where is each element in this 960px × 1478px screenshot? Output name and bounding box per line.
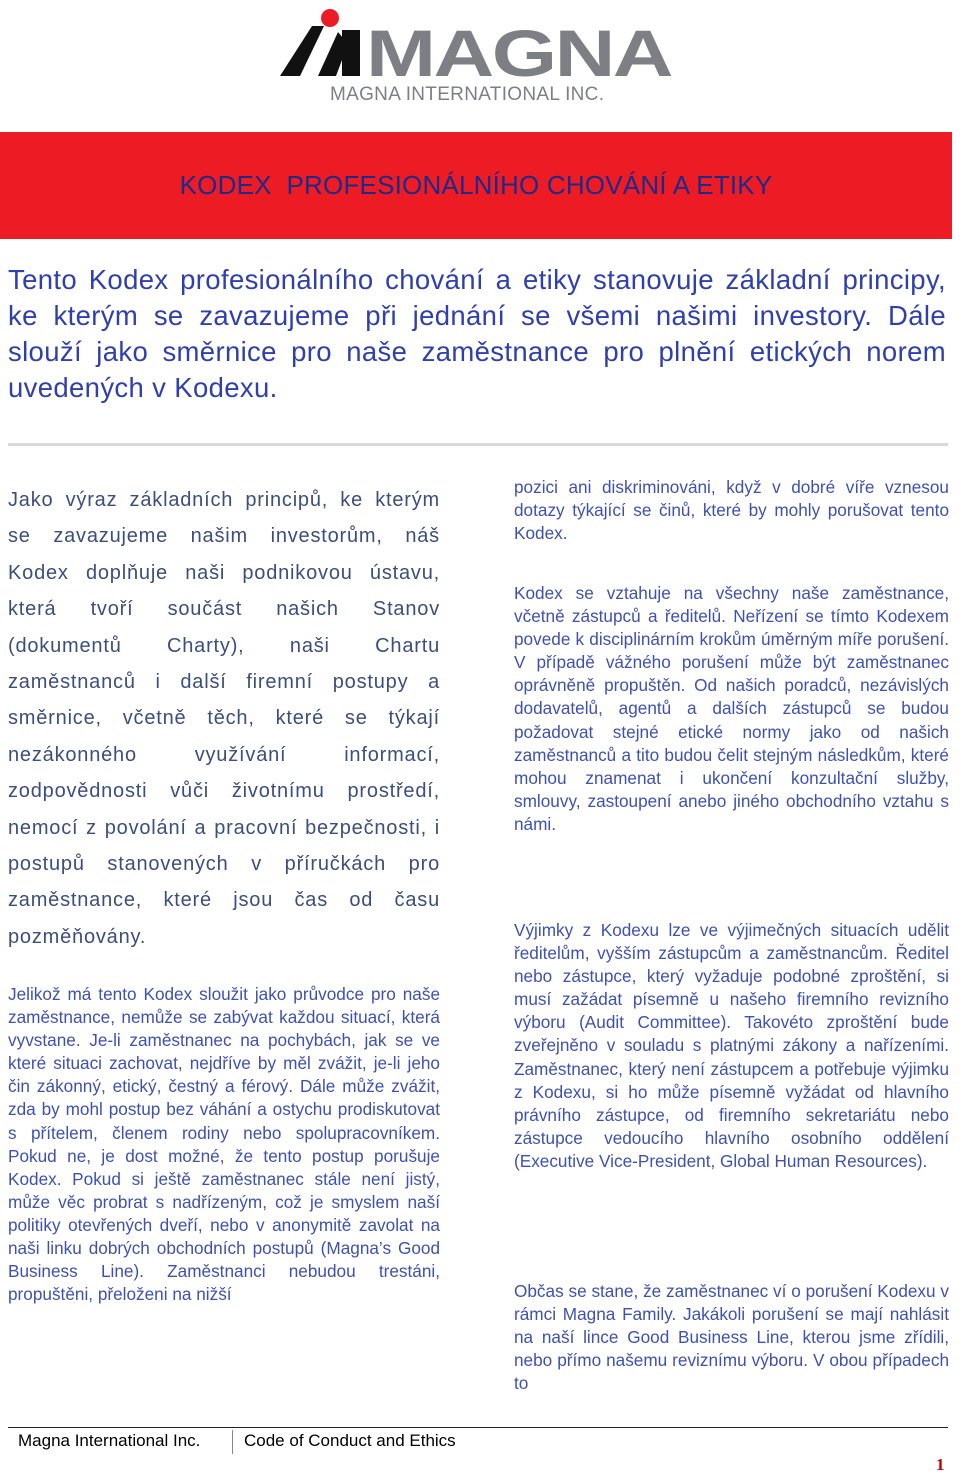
footer-document-name: Code of Conduct and Ethics bbox=[244, 1431, 456, 1450]
page-number: 1 bbox=[936, 1455, 945, 1474]
right-paragraph-3: Občas se stane, že zaměstnanec ví o porušení Kodexu v rámci Magna Family. Jakákoli porušení se mají nahlásit na naší lince Good Business Line, kterou jsme zřídili, nebo přímo našemu reviznímu výboru. V obou případech to bbox=[514, 1281, 949, 1394]
right-paragraph-0: pozici ani diskriminováni, když v dobré víře vznesou dotazy týkající se činů, které by mohly porušovat tento Kodex. bbox=[514, 477, 949, 544]
right-paragraph-2: Výjimky z Kodexu lze ve výjimečných situacích udělit ředitelům, vyšším zástupcům a zaměstnancům. Ředitel nebo zástupce, který vyžaduje podobné zproštění, si musí zažádat písemně u našeho firemního revizního výboru (Audit Committee). Takovéto zproštění bude zveřejněno v souladu s platnými zákony a nařízeními. Zaměstnanec, který není zástupcem a potřebuje výjimku z Kodexu, si ho může písemně vyžádat od hlavního právního zástupce, od firemního sekretariátu nebo zástupce vedoucího hlavního osobního oddělení (Executive Vice-President, Global Human Resources). bbox=[514, 920, 949, 1171]
section-divider bbox=[8, 443, 948, 446]
footer-separator bbox=[232, 1430, 233, 1454]
document-title: KODEX PROFESIONÁLNÍHO CHOVÁNÍ A ETIKY bbox=[179, 170, 773, 200]
footer-divider bbox=[8, 1427, 948, 1428]
left-paragraph-1: Jako výraz základních principů, ke kterým se zavazujeme našim investorům, náš Kodex doplňuje naši podnikovou ústavu, která tvoří součást našich Stanov (dokumentů Charty), naši Chartu zaměstnanců i další firemní postupy a směrnice, včetně těch, které se týkají nezákonného využívání informací, zodpovědnosti vůči životnímu prostředí, nemocí z povolání a pracovní bezpečnosti, i postupů stanovených v příručkách pro zaměstnance, které jsou čas od času pozměňovány. bbox=[8, 489, 440, 948]
logo-subtitle: MAGNA INTERNATIONAL INC. bbox=[330, 84, 605, 105]
footer-company: Magna International Inc. bbox=[18, 1431, 201, 1450]
right-paragraph-1: Kodex se vztahuje na všechny naše zaměstnance, včetně zástupců a ředitelů. Neřízení se tímto Kodexem povede k disciplinárním krokům úměrným míře porušení. V případě vážného porušení může být zaměstnanec oprávněně propuštěn. Od našich poradců, nezávislých dodavatelů, agentů a dalších zástupců se budou požadovat stejné etické normy jako od našich zaměstnanců a tito budou čelit stejným následkům, které mohou znamenat i ukončení konzultační služby, smlouvy, zastoupení anebo jiného obchodního vztahu s námi. bbox=[514, 583, 949, 834]
intro-paragraph: Tento Kodex profesionálního chování a etiky stanovuje základní principy, ke kterým se zavazujeme při jednání se všemi našimi investory. Dále slouží jako směrnice pro naše zaměstnance pro plnění etických norem uvedených v Kodexu. bbox=[8, 264, 946, 403]
svg-text:MAGNA: MAGNA bbox=[366, 16, 672, 90]
left-paragraph-2: Jelikož má tento Kodex sloužit jako průvodce pro naše zaměstnance, nemůže se zabývat každou situací, která vyvstane. Je-li zaměstnanec na pochybách, jak se ve které situaci zachovat, nejdříve by měl zvážit, je-li jeho čin zákonný, etický, čestný a férový. Dále může zvážit, zda by mohl postup bez váhání a ostychu prodiskutovat s přítelem, členem rodiny nebo spolupracovníkem. Pokud ne, je dost možné, že tento postup porušuje Kodex. Pokud si ještě zaměstnanec stále není jistý, může věc probrat s nadřízeným, což je smyslem naší politiky otevřených dveří, nebo v anonymitě zavolat na naši linku dobrých obchodních postupů (Magna’s Good Business Line). Zaměstnanci nebudou trestáni, propuštěni, přeloženi na nižší bbox=[8, 984, 440, 1305]
